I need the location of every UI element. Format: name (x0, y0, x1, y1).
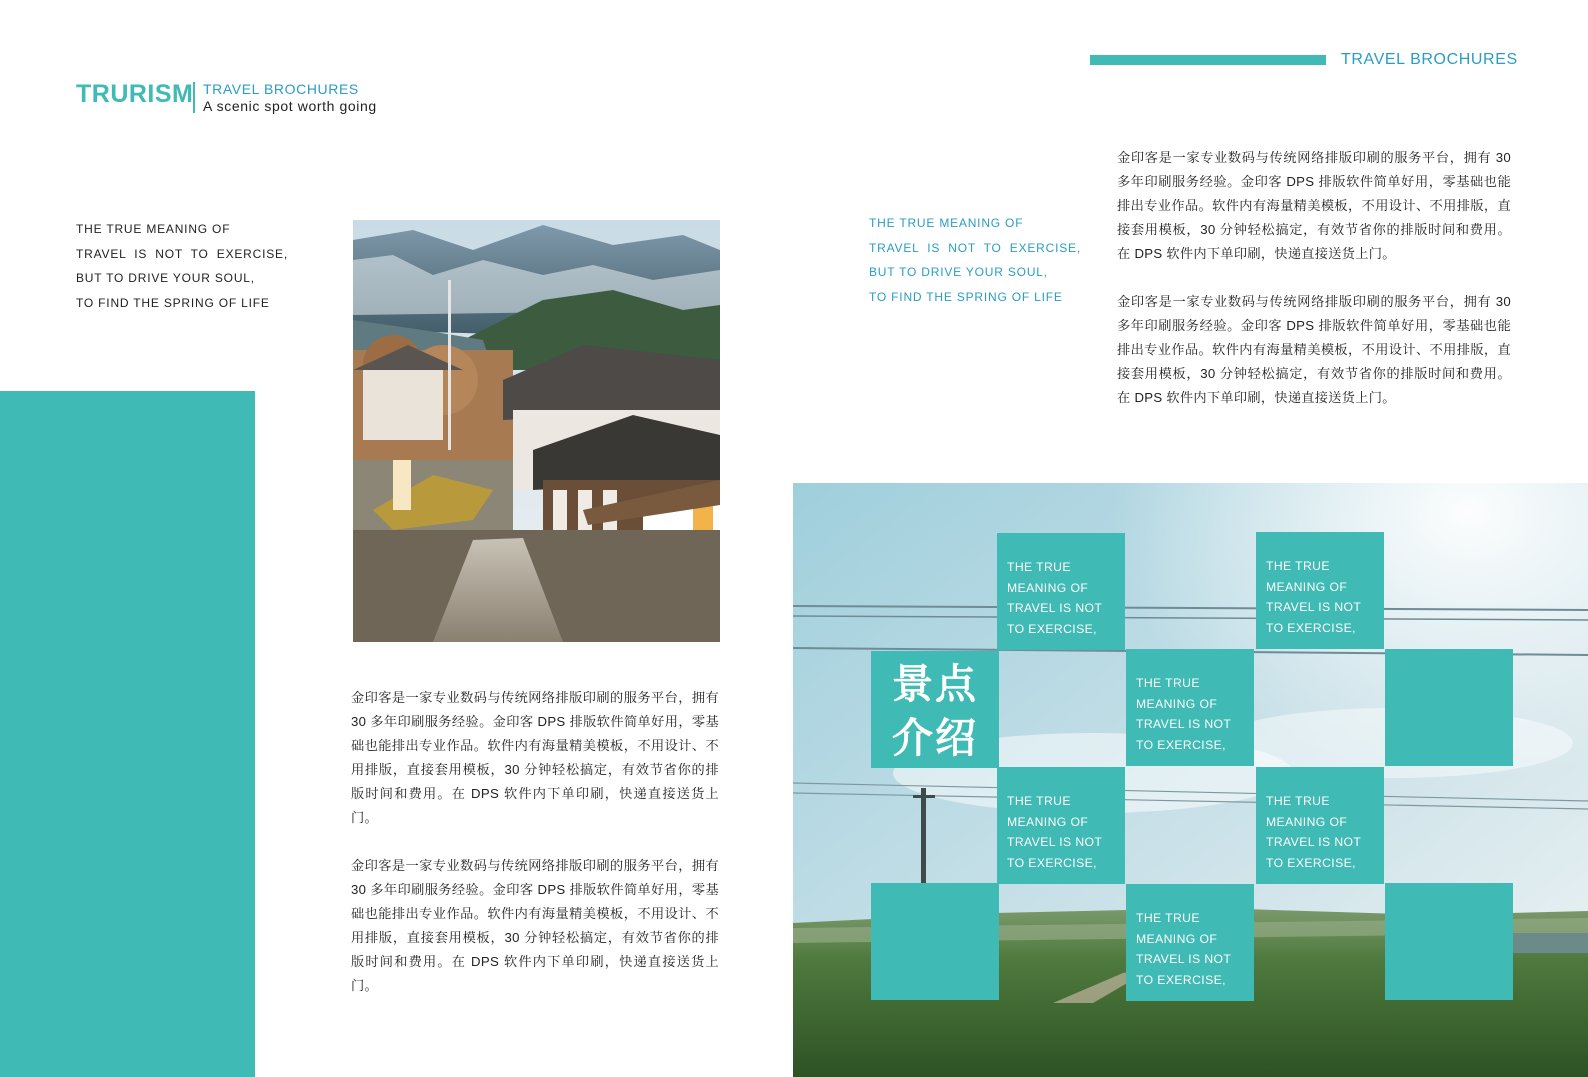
right-text-column (1117, 146, 1511, 410)
brand-divider (193, 82, 195, 113)
village-photo (353, 220, 720, 642)
slogan-line: TRAVEL IS NOT TO EXERCISE, (869, 240, 1081, 255)
slogan-line: TO FIND THE SPRING OF LIFE (869, 289, 1063, 304)
body-paragraph: 金印客是一家专业数码与传统网络排版印刷的服务平台，拥有 30 多年印刷服务经验。金印客 DPS 排版软件简单好用，零基础也能排出专业作品。软件内有海量精美模板，不用设计、不用排版，直接套用模板，30 分钟轻松搞定，有效节省你的排版时间和费用。在 DPS 软件内下单印刷，快递直接送货上门。 (351, 858, 719, 993)
tile-text: THE TRUE MEANING OF TRAVEL IS NOT TO EXERCISE, (1007, 794, 1103, 870)
body-paragraph: 金印客是一家专业数码与传统网络排版印刷的服务平台，拥有 30 多年印刷服务经验。金印客 DPS 排版软件简单好用，零基础也能排出专业作品。软件内有海量精美模板，不用设计、不用排版，直接套用模板，30 分钟轻松搞定，有效节省你的排版时间和费用。在 DPS 软件内下单印刷，快递直接送货上门。 (1117, 150, 1511, 261)
top-right-label: TRAVEL BROCHURES (1341, 51, 1518, 68)
body-paragraph: 金印客是一家专业数码与传统网络排版印刷的服务平台，拥有 30 多年印刷服务经验。金印客 DPS 排版软件简单好用，零基础也能排出专业作品。软件内有海量精美模板，不用设计、不用排版，直接套用模板，30 分钟轻松搞定，有效节省你的排版时间和费用。在 DPS 软件内下单印刷，快递直接送货上门。 (1117, 294, 1511, 405)
grid-tile-plain (871, 883, 999, 1000)
grid-heading-tile (871, 651, 999, 768)
tile-text: THE TRUE MEANING OF TRAVEL IS NOT TO EXERCISE, (1007, 560, 1103, 636)
tile-text: THE TRUE MEANING OF TRAVEL IS NOT TO EXERCISE, (1266, 559, 1362, 635)
grid-tile (997, 767, 1125, 884)
grid-tile (1126, 649, 1254, 766)
landscape-photo-grid (793, 483, 1588, 1077)
brand-title: TRURISM (76, 80, 194, 108)
grid-heading-line: 介绍 (892, 714, 978, 762)
brand-tagline: A scenic spot worth going (203, 98, 377, 114)
body-paragraph: 金印客是一家专业数码与传统网络排版印刷的服务平台，拥有 30 多年印刷服务经验。金印客 DPS 排版软件简单好用，零基础也能排出专业作品。软件内有海量精美模板，不用设计、不用排版，直接套用模板，30 分钟轻松搞定，有效节省你的排版时间和费用。在 DPS 软件内下单印刷，快递直接送货上门。 (351, 690, 719, 825)
grid-heading-line: 景点 (892, 660, 978, 708)
slogan-line: THE TRUE MEANING OF (869, 216, 1024, 230)
top-accent-bar (1090, 55, 1326, 65)
brand-subtitle: TRAVEL BROCHURES (203, 81, 359, 97)
side-accent-panel (0, 391, 255, 1077)
slogan-right (869, 211, 1081, 309)
grid-tile (1126, 884, 1254, 1001)
slogan-line: TRAVEL IS NOT TO EXERCISE, (76, 246, 288, 261)
slogan-left (76, 217, 288, 315)
tile-text: THE TRUE MEANING OF TRAVEL IS NOT TO EXERCISE, (1136, 676, 1232, 752)
slogan-line: TO FIND THE SPRING OF LIFE (76, 295, 270, 310)
grid-tile (1256, 767, 1384, 884)
grid-tile-plain (1385, 649, 1513, 766)
slogan-line: THE TRUE MEANING OF (76, 222, 231, 236)
grid-heading (871, 657, 999, 765)
tile-text: THE TRUE MEANING OF TRAVEL IS NOT TO EXERCISE, (1136, 911, 1232, 987)
grid-tile (1256, 532, 1384, 649)
grid-tile (997, 533, 1125, 650)
middle-text-column (351, 686, 719, 998)
slogan-line: BUT TO DRIVE YOUR SOUL, (869, 265, 1048, 279)
grid-tile-plain (1385, 883, 1513, 1000)
tile-text: THE TRUE MEANING OF TRAVEL IS NOT TO EXERCISE, (1266, 794, 1362, 870)
slogan-line: BUT TO DRIVE YOUR SOUL, (76, 271, 255, 285)
